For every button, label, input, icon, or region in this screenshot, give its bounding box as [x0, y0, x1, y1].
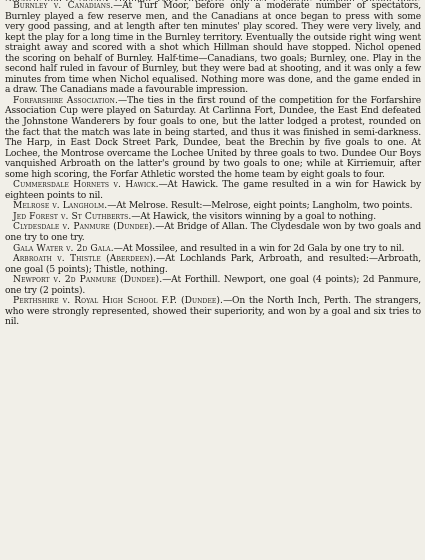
match-report-clydesdale-panmure — [5, 222, 421, 243]
report-heading: Perthshire v. Royal High School F.P. (Dundee). — [13, 296, 224, 307]
report-heading: Burnley v. Canadians. — [13, 1, 114, 11]
match-report-jed-forest-st-cuthberts — [5, 212, 421, 223]
match-report-forfarshire-association — [5, 96, 421, 180]
report-body: —On the North Inch, Perth. The strangers, who were strongly represented, showed their superiority, and won by a goal and six tries to nil. — [5, 296, 421, 328]
report-body: —At Hawick. The game resulted in a win for Hawick by eighteen points to nil. — [5, 180, 421, 201]
report-heading: Melrose v. Langholm. — [13, 201, 108, 212]
report-body: —At Bridge of Allan. The Clydesdale won by two goals and one try to one try. — [5, 222, 422, 244]
report-body: —At Turf Moor, before only a moderate number of spectators, Burnley played a few reserve men, and the Canadians at once began to press with some very good passing, and at length after ten minutes' play scored. They were very lively, and kept the play for a long time in the Burnley territory. Eventually the outside right wing went straight away and scored with a shot which Hillman should have stopped. Nichol opened the scoring on behalf of Burnley. Half-time—Canadians, two goals; Burnley, one. Play in the second half ruled in favour of Burnley, but they were bad at shooting, and it was only a few minutes from time when Nichol equalised. Nothing more was done, and the game ended in a draw. The Canadians made a favourable impression. — [5, 1, 421, 96]
report-body: —At Melrose. Result:—Melrose, eight points; Langholm, two points. — [107, 201, 413, 212]
report-heading: Newport v. 2d Panmure (Dundee). — [13, 275, 163, 286]
report-body: —At Mossilee, and resulted in a win for 2d Gala by one try to nil. — [113, 243, 405, 254]
report-body: —At Hawick, the visitors winning by a goal to nothing. — [131, 211, 376, 222]
match-report-cummersdale-hawick — [5, 180, 421, 201]
report-heading: Clydesdale v. Panmure (Dundee). — [13, 222, 156, 233]
report-heading: Cummersdale Hornets v. Hawick. — [13, 180, 159, 191]
report-body: —The ties in the first round of the competition for the Forfarshire Association Cup were played on Saturday. At Carlinna Fort, Dundee, the East End defeated the Johnstone Wanderers by four goals to one, but the latter lodged a protest, rounded on the fact that the match was late in being started, and thus it was finished in semi-darkness. The Harp, in East Dock Street Park, Dundee, beat the Brechin by five goals to one. At Lochee, the Montrose overcame the Lochee United by three goals to two. Dundee Our Boys vanquished Arbroath on the latter's ground by two goals to one; while at Kirriemuir, after some high scoring, the Forfar Athletic worsted the home team by eight goals to four. — [5, 95, 422, 180]
match-report-melrose-langholm — [5, 201, 421, 212]
report-heading: Jed Forest v. St Cuthberts. — [13, 211, 132, 222]
report-body: —At Lochlands Park, Arbroath, and resulted:—Arbroath, one goal (5 points); Thistle, nothing. — [5, 254, 421, 275]
match-report-gala-water-2d-gala — [5, 244, 421, 255]
report-heading: Arbroath v. Thistle (Aberdeen). — [13, 254, 156, 265]
match-report-arbroath-thistle — [5, 254, 421, 275]
match-report-newport-2d-panmure — [5, 275, 421, 296]
match-report-burnley-canadians — [5, 1, 421, 96]
report-body: —At Forthill. Newport, one goal (4 points); 2d Panmure, one try (2 points). — [5, 275, 421, 296]
report-heading: Gala Water v. 2d Gala. — [13, 243, 114, 254]
report-heading: Forfarshire Association. — [13, 95, 118, 106]
match-report-perthshire-royal-high-school — [5, 296, 421, 328]
